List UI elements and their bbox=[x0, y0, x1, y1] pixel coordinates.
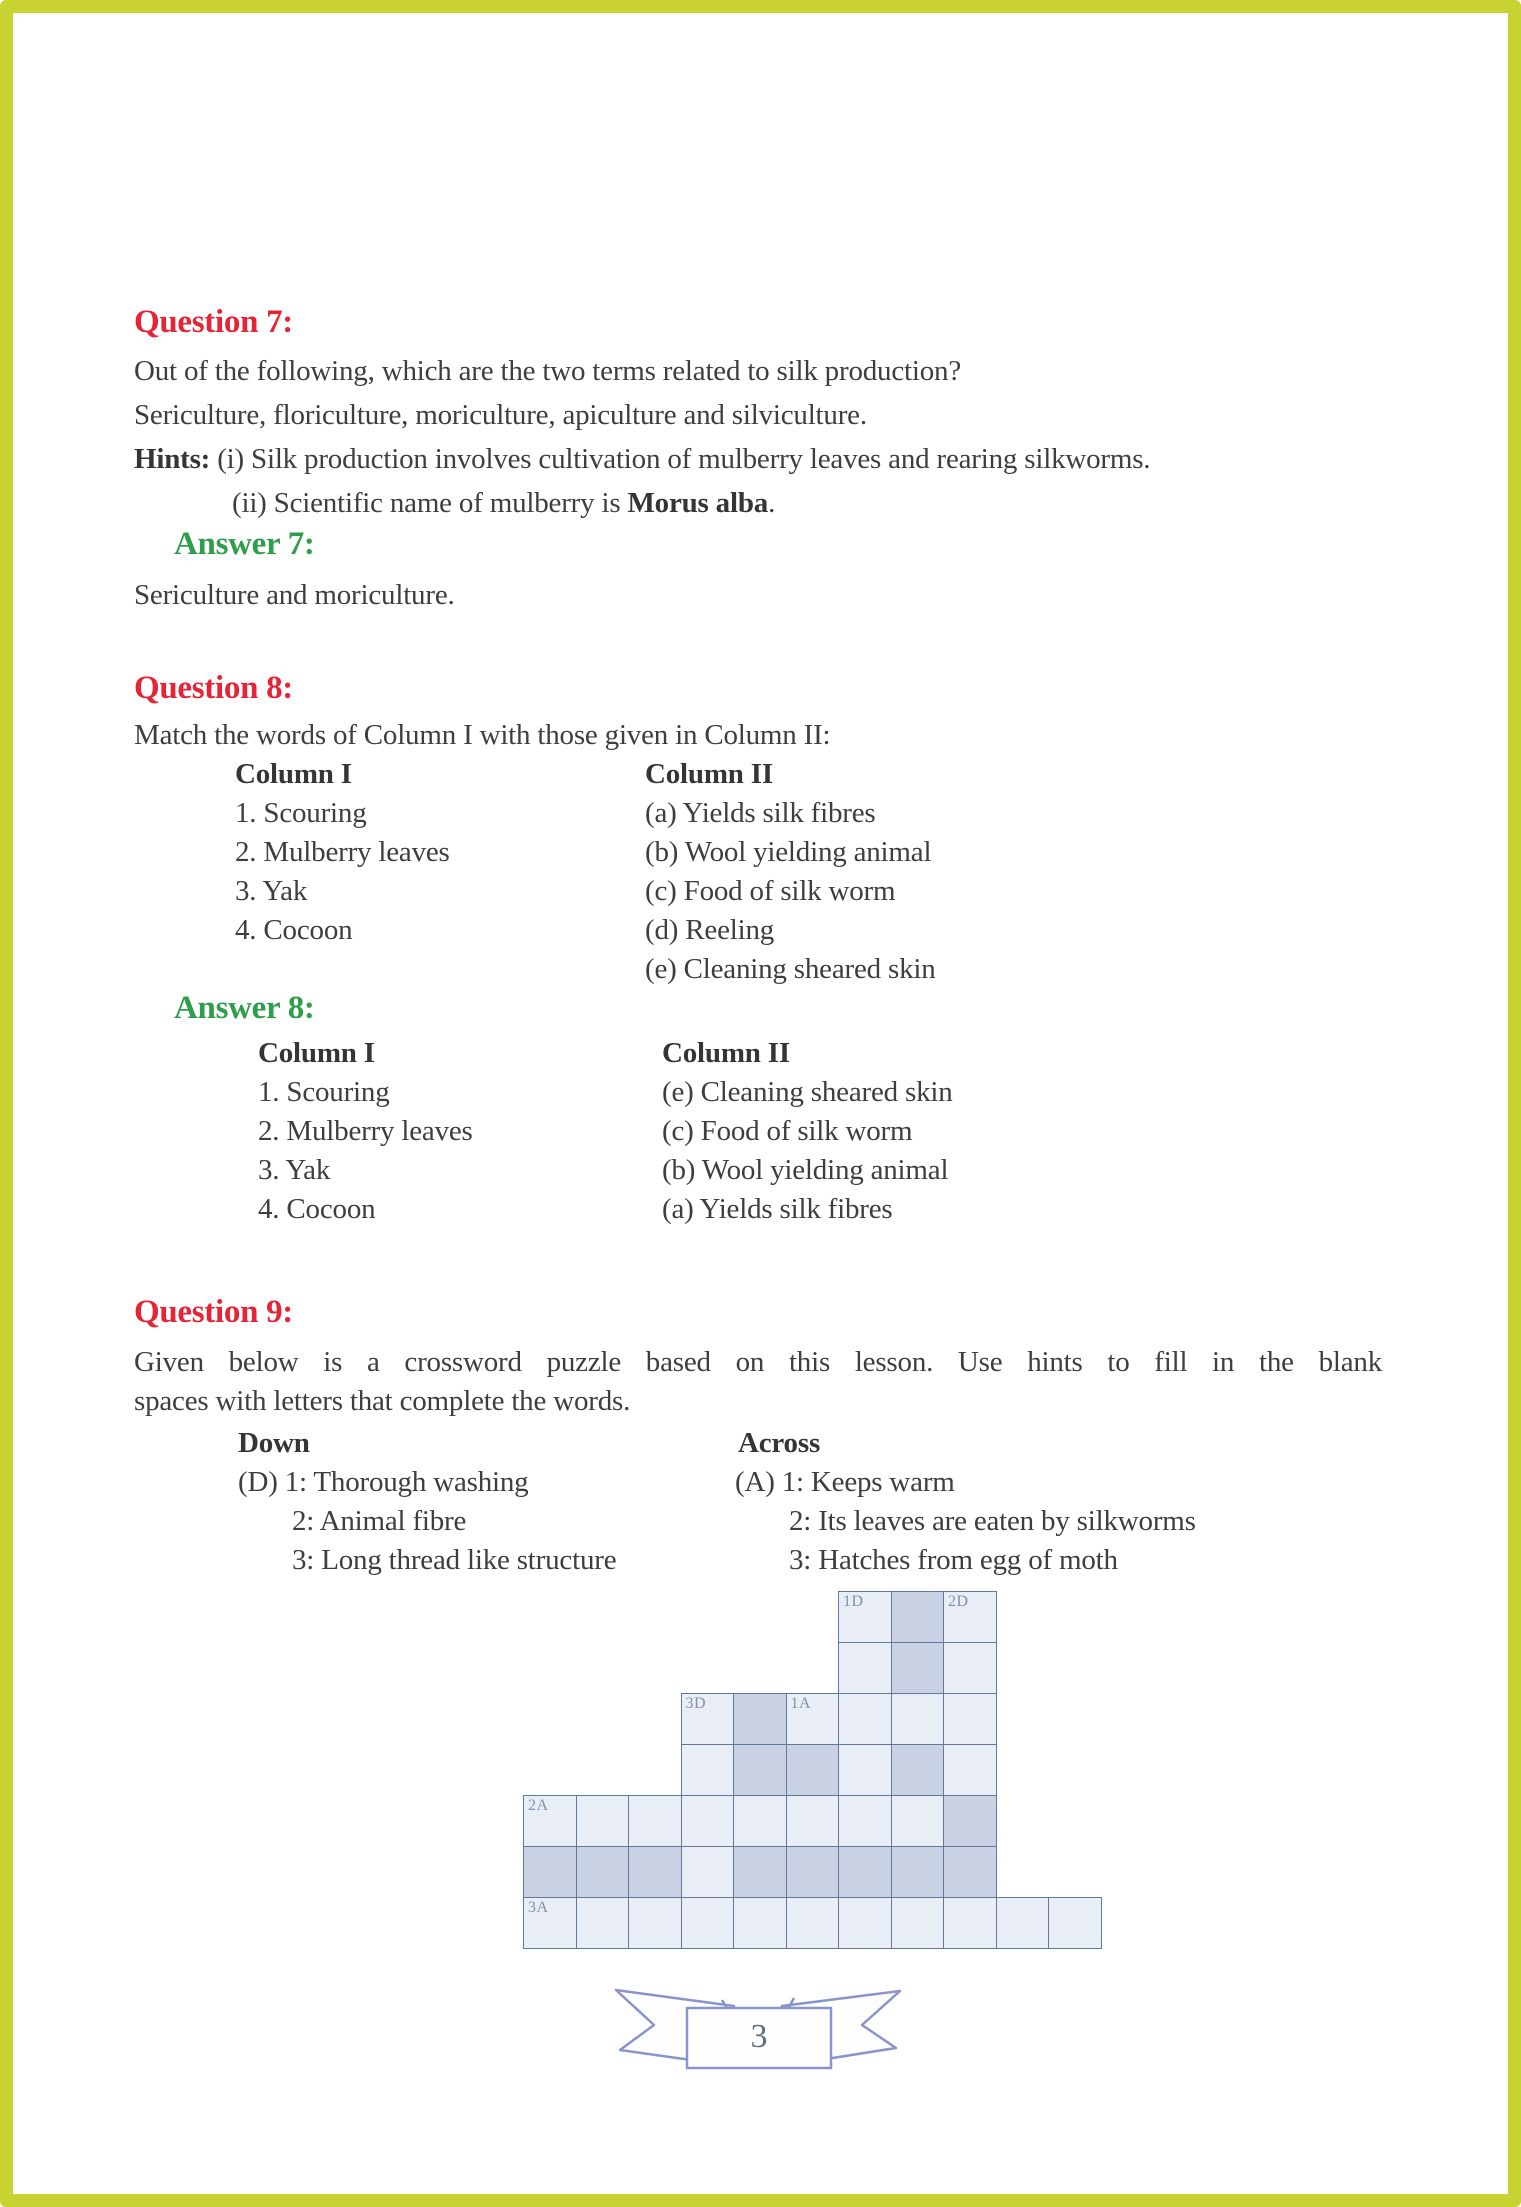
question-9-heading: Question 9: bbox=[134, 1294, 293, 1330]
crossword-cell bbox=[891, 1642, 945, 1694]
across-hints-list bbox=[735, 1463, 1196, 1580]
crossword-grid bbox=[523, 1591, 1103, 1950]
crossword-cell bbox=[628, 1846, 682, 1898]
match-header-row bbox=[235, 755, 936, 794]
crossword-cell bbox=[786, 1744, 840, 1796]
answer-8-heading: Answer 8: bbox=[174, 990, 315, 1026]
crossword-cell bbox=[891, 1795, 945, 1847]
crossword-cell bbox=[628, 1795, 682, 1847]
hints-label: Hints: bbox=[134, 443, 211, 475]
crossword-cell bbox=[733, 1693, 787, 1745]
crossword-cell bbox=[786, 1846, 840, 1898]
crossword-cell bbox=[838, 1744, 892, 1796]
crossword-hint: 2: Its leaves are eaten by silkworms bbox=[789, 1505, 1196, 1537]
crossword-cell bbox=[786, 1795, 840, 1847]
crossword-cell bbox=[523, 1846, 577, 1898]
crossword-cell bbox=[1048, 1897, 1102, 1949]
crossword-cell bbox=[943, 1744, 997, 1796]
match-cell: (c) Food of silk worm bbox=[645, 875, 896, 907]
match-row bbox=[235, 794, 936, 833]
match-cell: 4. Cocoon bbox=[235, 914, 353, 946]
question-7-hints-line bbox=[134, 440, 1150, 479]
crossword-cell bbox=[576, 1846, 630, 1898]
crossword-cell bbox=[943, 1846, 997, 1898]
question-8-intro: Match the words of Column I with those given in Column II: bbox=[134, 719, 831, 751]
match-cell: 2. Mulberry leaves bbox=[235, 836, 450, 868]
crossword-cell bbox=[576, 1795, 630, 1847]
question-7-line-1: Out of the following, which are the two terms related to silk production? bbox=[134, 355, 961, 387]
question-9-paragraph-line-1: Given below is a crossword puzzle based on this lesson. Use hints to fill in the blank bbox=[134, 1346, 1382, 1378]
page-number: 3 bbox=[750, 2018, 768, 2055]
down-hints-list bbox=[238, 1463, 616, 1580]
question-9-paragraph-line-2: spaces with letters that complete the words. bbox=[134, 1385, 631, 1417]
crossword-cell bbox=[681, 1897, 735, 1949]
crossword-cell bbox=[523, 1795, 577, 1847]
crossword-cell bbox=[838, 1846, 892, 1898]
crossword-cell bbox=[786, 1693, 840, 1745]
crossword-cell bbox=[943, 1591, 997, 1643]
question-8-match-table bbox=[235, 755, 936, 989]
crossword-cell bbox=[891, 1693, 945, 1745]
crossword-cell bbox=[681, 1795, 735, 1847]
match-row bbox=[258, 1112, 953, 1151]
match-cell: (e) Cleaning sheared skin bbox=[662, 1076, 953, 1108]
crossword-cell bbox=[891, 1744, 945, 1796]
crossword-hint: 2: Animal fibre bbox=[292, 1505, 467, 1537]
match-cell bbox=[235, 950, 645, 989]
crossword-cell bbox=[838, 1897, 892, 1949]
crossword-cell bbox=[523, 1897, 577, 1949]
crossword-cell bbox=[943, 1693, 997, 1745]
match-row bbox=[258, 1151, 953, 1190]
crossword-cell bbox=[943, 1795, 997, 1847]
crossword-cell bbox=[628, 1897, 682, 1949]
crossword-cell bbox=[996, 1897, 1050, 1949]
hint-2-species-name: Morus alba bbox=[627, 487, 769, 519]
crossword-cell bbox=[891, 1846, 945, 1898]
crossword-cell bbox=[943, 1642, 997, 1694]
crossword-cell bbox=[733, 1897, 787, 1949]
question-7-heading: Question 7: bbox=[134, 304, 293, 340]
crossword-cell bbox=[681, 1744, 735, 1796]
match-row bbox=[235, 911, 936, 950]
crossword-cell bbox=[891, 1591, 945, 1643]
match-cell: (a) Yields silk fibres bbox=[662, 1193, 893, 1225]
column-2-header: Column II bbox=[662, 1037, 790, 1069]
crossword-clue-number: 2A bbox=[528, 1797, 549, 1814]
match-row bbox=[258, 1073, 953, 1112]
crossword-cell bbox=[943, 1897, 997, 1949]
match-header-row bbox=[258, 1034, 953, 1073]
crossword-cell bbox=[838, 1642, 892, 1694]
match-cell: (e) Cleaning sheared skin bbox=[645, 953, 936, 985]
column-2-header: Column II bbox=[645, 758, 773, 790]
match-cell: 2. Mulberry leaves bbox=[258, 1115, 473, 1147]
crossword-cell bbox=[891, 1897, 945, 1949]
crossword-hint: 3: Hatches from egg of moth bbox=[789, 1544, 1118, 1576]
question-7-line-2: Sericulture, floriculture, moriculture, apiculture and silviculture. bbox=[134, 399, 867, 431]
match-row bbox=[235, 872, 936, 911]
crossword-clue-number: 3D bbox=[685, 1695, 707, 1712]
crossword-cell bbox=[681, 1693, 735, 1745]
match-cell: 1. Scouring bbox=[258, 1076, 390, 1108]
crossword-cell bbox=[576, 1897, 630, 1949]
question-8-heading: Question 8: bbox=[134, 670, 293, 706]
down-header: Down bbox=[238, 1427, 310, 1459]
hint-1-text: (i) Silk production involves cultivation of mulberry leaves and rearing silkworms. bbox=[210, 443, 1151, 475]
crossword-cell bbox=[681, 1846, 735, 1898]
question-7-hint-2 bbox=[232, 484, 775, 523]
match-cell: (d) Reeling bbox=[645, 914, 775, 946]
crossword-clue-number: 2D bbox=[948, 1593, 969, 1610]
answer-7-heading: Answer 7: bbox=[174, 526, 315, 562]
crossword-clue-number: 1D bbox=[843, 1593, 864, 1610]
answer-8-match-table bbox=[258, 1034, 953, 1229]
match-cell: 1. Scouring bbox=[235, 797, 367, 829]
match-cell: (a) Yields silk fibres bbox=[645, 797, 876, 829]
hint-2-text: (ii) Scientific name of mulberry is bbox=[232, 487, 628, 519]
match-cell: (b) Wool yielding animal bbox=[662, 1154, 949, 1186]
match-row bbox=[235, 950, 936, 989]
match-row bbox=[258, 1190, 953, 1229]
match-cell: 3. Yak bbox=[235, 875, 308, 907]
crossword-cell bbox=[838, 1693, 892, 1745]
match-cell: (c) Food of silk worm bbox=[662, 1115, 913, 1147]
answer-7-text: Sericulture and moriculture. bbox=[134, 579, 455, 611]
crossword-clue-number: 1A bbox=[790, 1695, 812, 1712]
crossword-cell bbox=[786, 1897, 840, 1949]
crossword-hint: (D) 1: Thorough washing bbox=[238, 1466, 529, 1498]
crossword-clue-number: 3A bbox=[528, 1899, 549, 1916]
crossword-hint: (A) 1: Keeps warm bbox=[735, 1466, 955, 1498]
crossword-cell bbox=[838, 1795, 892, 1847]
crossword-cell bbox=[838, 1591, 892, 1643]
crossword-cell bbox=[733, 1846, 787, 1898]
match-row bbox=[235, 833, 936, 872]
match-cell: 3. Yak bbox=[258, 1154, 331, 1186]
column-1-header: Column I bbox=[235, 758, 352, 790]
match-cell: 4. Cocoon bbox=[258, 1193, 376, 1225]
crossword-cell bbox=[733, 1744, 787, 1796]
crossword-hint: 3: Long thread like structure bbox=[292, 1544, 617, 1576]
hint-2-period: . bbox=[768, 487, 776, 519]
across-header: Across bbox=[738, 1427, 821, 1459]
column-1-header: Column I bbox=[258, 1037, 375, 1069]
match-cell: (b) Wool yielding animal bbox=[645, 836, 932, 868]
crossword-cell bbox=[733, 1795, 787, 1847]
